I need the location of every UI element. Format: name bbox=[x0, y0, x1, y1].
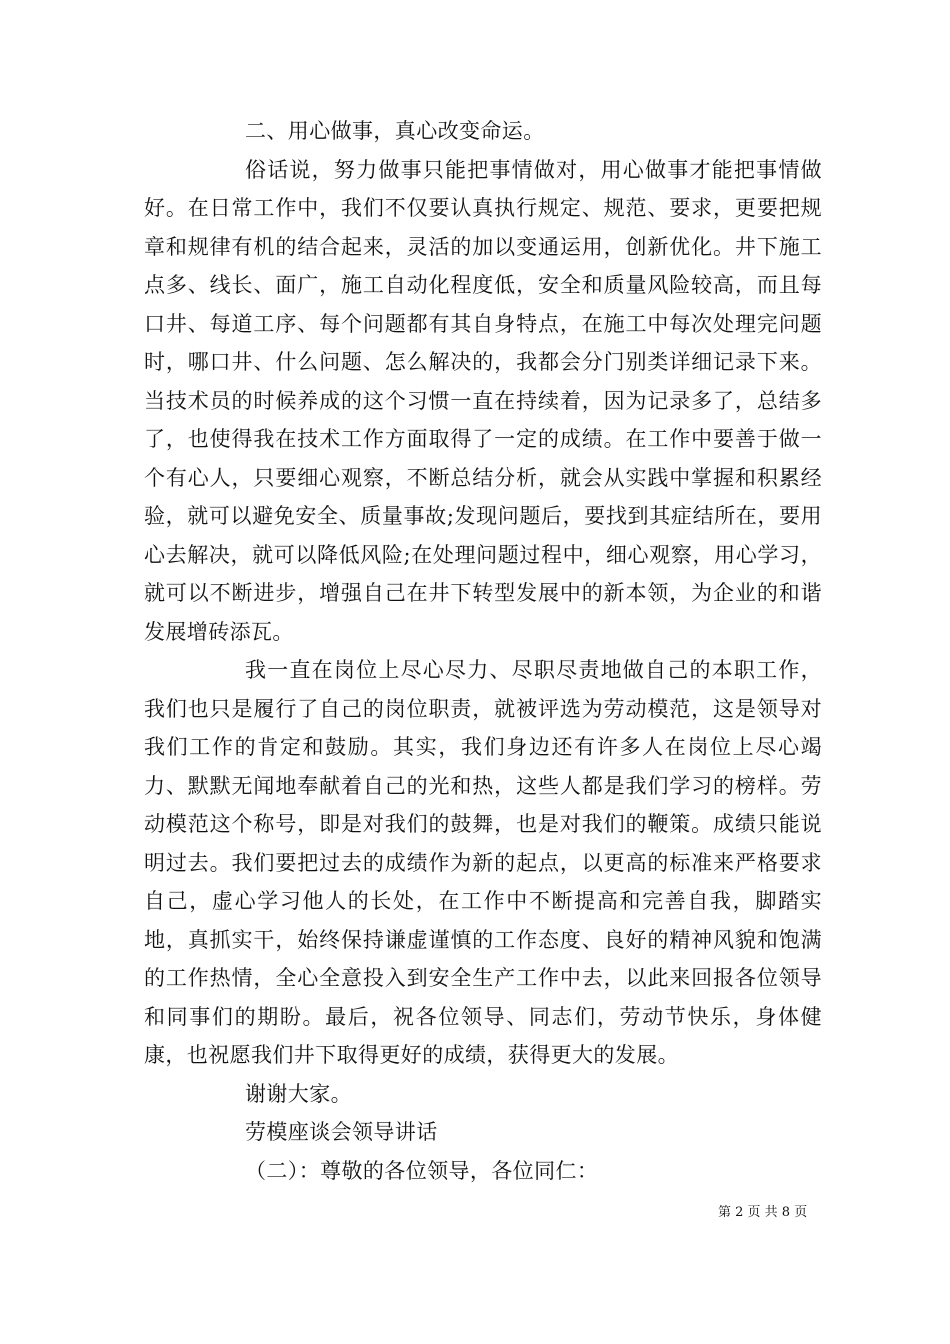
paragraph-1: 俗话说，努力做事只能把事情做对，用心做事才能把事情做好。在日常工作中，我们不仅要认真执行规定、规范、要求，更要把规章和规律有机的结合起来，灵活的加以变通运用，创新优化。井下施工点多、线长、面广，施工自动化程度低，安全和质量风险较高，而且每口井、每道工序、每个问题都有其自身特点，在施工中每次处理完问题时，哪口井、什么问题、怎么解决的，我都会分门别类详细记录下来。当技术员的时候养成的这个习惯一直在持续着，因为记录多了，总结多了，也使得我在技术工作方面取得了一定的成绩。在工作中要善于做一个有心人，只要细心观察，不断总结分析，就会从实践中掌握和积累经验，就可以避免安全、质量事故;发现问题后，要找到其症结所在，要用心去解决，就可以降低风险;在处理问题过程中，细心观察，用心学习，就可以不断进步，增强自己在井下转型发展中的新本领，为企业的和谐发展增砖添瓦。 bbox=[144, 157, 822, 644]
salutation: （二）：尊敬的各位领导，各位同仁： bbox=[245, 1158, 599, 1183]
section-heading: 二、用心做事，真心改变命运。 bbox=[245, 119, 545, 143]
document-body bbox=[144, 112, 822, 1190]
next-title: 劳模座谈会领导讲话 bbox=[245, 1120, 438, 1144]
page-number: 第 2 页 共 8 页 bbox=[718, 1205, 808, 1220]
closing-thanks: 谢谢大家。 bbox=[245, 1081, 352, 1106]
paragraph-2: 我一直在岗位上尽心尽力、尽职尽责地做自己的本职工作，我们也只是履行了自己的岗位职责，就被评选为劳动模范，这是领导对我们工作的肯定和鼓励。其实，我们身边还有许多人在岗位上尽心竭力、默默无闻地奉献着自己的光和热，这些人都是我们学习的榜样。劳动模范这个称号，即是对我们的鼓舞，也是对我们的鞭策。成绩只能说明过去。我们要把过去的成绩作为新的起点，以更高的标准来严格要求自己，虚心学习他人的长处，在工作中不断提高和完善自我，脚踏实地，真抓实干，始终保持谦虚谨慎的工作态度、良好的精神风貌和饱满的工作热情，全心全意投入到安全生产工作中去，以此来回报各位领导和同事们的期盼。最后，祝各位领导、同志们，劳动节快乐，身体健康，也祝愿我们井下取得更好的成绩，获得更大的发展。 bbox=[144, 658, 822, 1067]
